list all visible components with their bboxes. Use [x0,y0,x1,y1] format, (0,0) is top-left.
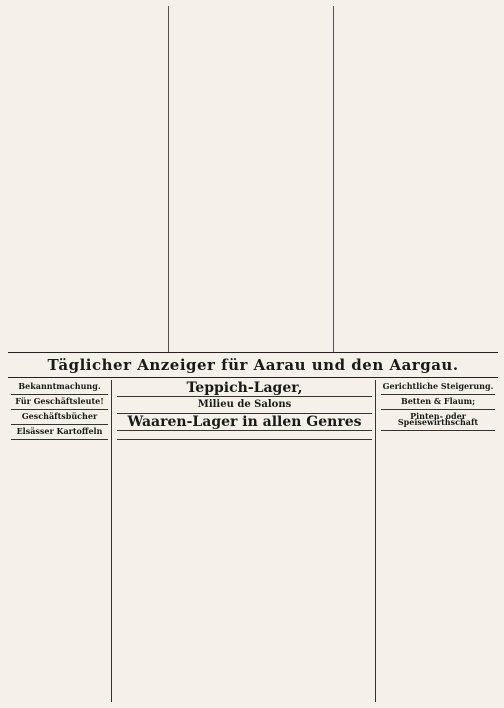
ad-block [381,410,495,431]
section-rule [8,377,498,378]
ad-block [381,395,495,410]
news-column-2 [173,6,334,352]
section-rule [8,352,498,353]
ad-heading: Geschäftsbücher [21,411,98,421]
ad-heading: Betten & Flaum; [400,396,476,406]
ad-block [117,397,372,414]
ad-heading: Teppich-Lager, [186,380,303,396]
ad-block [117,414,372,431]
ad-heading: Gerichtliche Steigerung. [382,381,494,391]
news-section [8,6,498,352]
ad-heading: Milieu de Salons [197,399,292,410]
news-column-1 [8,6,169,352]
ad-heading: Bekanntmachung. [18,381,101,391]
ad-heading: Elsässer Kartoffeln [16,426,103,436]
ad-block [117,431,372,440]
ad-block [11,380,108,395]
ad-block [11,395,108,410]
ad-block [11,425,108,440]
ad-block [381,380,495,395]
banner-title: Täglicher Anzeiger für Aarau und den Aargau. [47,356,459,374]
news-column-3 [338,6,498,352]
ads-left-column [8,380,112,702]
ads-center-column [114,380,376,702]
ad-block [117,380,372,397]
ads-section [8,380,498,702]
ad-block [11,410,108,425]
ads-right-column [378,380,498,702]
ad-heading: Pinten- oder Speisewirthschaft [397,411,479,427]
ad-heading: Waaren-Lager in allen Genres [127,414,362,430]
ad-heading: Für Geschäftsleute! [15,396,104,406]
